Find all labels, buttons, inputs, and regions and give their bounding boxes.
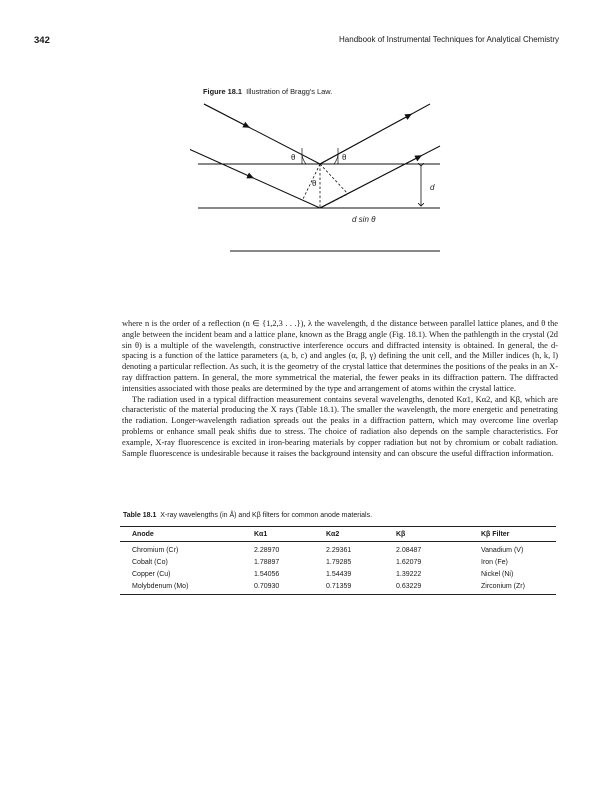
cell-ka2: 2.29361 <box>326 547 352 554</box>
cell-ka2: 1.54439 <box>326 571 352 578</box>
table-row <box>120 569 556 581</box>
cell-ka2: 0.71359 <box>326 581 396 595</box>
table-caption-text: X-ray wavelengths (in Å) and Kβ filters for common anode materials. <box>160 512 373 519</box>
cell-kb: 2.08487 <box>396 547 422 554</box>
cell-filter: Zirconium (Zr) <box>481 581 556 595</box>
cell-ka2: 1.79285 <box>326 559 352 566</box>
incident-beam-bottom <box>190 136 320 208</box>
paragraph-1: where n is the order of a reflection (n ∈ {1,2,3 . . .}), λ the wavelength, d the distance between parallel lattice planes, and θ the angle between the incident beam and a lattice plane, known as the Bragg angle (Fig. 18.1). When the pathlength in the crystal (2d sin θ) is a multiple of the wavelength, constructive interference occurs and diffracted intensity is obtained. In general, the d-spacing is a function of the lattice parameters (a, b, c) and angles (α, β, γ) defining the unit cell, and the Miller indices (h, k, l) denoting a particular reflection. As such, it is the geometry of the crystal lattice that determines the positions of the peaks in an X-ray diffraction pattern. In general, the more symmetrical the material, the fewer peaks in its diffraction pattern. The diffracted intensities associated with those peaks are determined by the type and arrangement of atoms within the crystal lattice. <box>122 319 558 393</box>
reflected-beam-top-arrow <box>320 114 412 164</box>
theta-label-left: θ <box>291 153 296 162</box>
theta-label-right: θ <box>342 153 347 162</box>
theta-label-mid: θ <box>312 179 317 188</box>
cell-anode: Chromium (Cr) <box>132 547 179 554</box>
header-kb: Kβ <box>396 527 481 542</box>
header-anode: Anode <box>120 527 254 542</box>
cell-kb: 0.63229 <box>396 581 481 595</box>
incident-beam-top-arrow <box>204 104 250 128</box>
bragg-law-figure <box>190 98 450 253</box>
cell-ka1: 0.70930 <box>254 581 326 595</box>
cell-kb: 1.62079 <box>396 559 422 566</box>
table-header-row <box>120 527 556 542</box>
cell-filter: Vanadium (V) <box>481 547 524 554</box>
cell-ka1: 1.54056 <box>254 571 280 578</box>
page-number: 342 <box>34 35 50 46</box>
paragraph-2: The radiation used in a typical diffraction measurement contains several wavelengths, denoted Kα1, Kα2, and Kβ, which are characteristic of the material producing the X rays (Table 18.1). The smaller the wavelength, the more energetic and penetrating the radiation. Longer-wavelength radiation spreads out the peaks in a diffraction pattern, which may overcome line overlap problems or enhance small peak shifts due to stress. The choice of radiation also depends on the sample characteristics. For example, X-ray fluorescence is excited in iron-bearing materials by copper radiation but not by chromium or cobalt radiation. Sample fluorescence is undesirable because it raises the background intensity and can obscure the useful diffraction information. <box>122 394 558 458</box>
cell-ka1: 2.28970 <box>254 547 280 554</box>
figure-caption <box>203 87 332 96</box>
path-diff-right <box>320 164 348 194</box>
cell-ka1: 1.78897 <box>254 559 280 566</box>
running-title: Handbook of Instrumental Techniques for Analytical Chemistry <box>339 35 559 44</box>
spacing-label: d <box>430 183 435 192</box>
xray-wavelength-table <box>120 526 556 595</box>
cell-anode: Copper (Cu) <box>132 571 171 578</box>
reflected-beam-bottom-arrow <box>320 155 422 208</box>
cell-anode: Molybdenum (Mo) <box>120 581 254 595</box>
table-row <box>120 542 556 557</box>
cell-anode: Cobalt (Co) <box>132 559 168 566</box>
header-ka2: Kα2 <box>326 527 396 542</box>
table-row <box>120 557 556 569</box>
figure-caption-label: Figure 18.1 <box>203 87 243 96</box>
path-label: d sin θ <box>352 215 376 224</box>
cell-kb: 1.39222 <box>396 571 422 578</box>
cell-filter: Nickel (Ni) <box>481 571 514 578</box>
header-ka1: Kα1 <box>254 527 326 542</box>
incident-beam-bottom-arrow <box>190 136 254 178</box>
body-text <box>122 319 558 459</box>
figure-caption-text: Illustration of Bragg's Law. <box>246 87 333 96</box>
table-caption-label: Table 18.1 <box>123 512 157 519</box>
header-kb-filter: Kβ Filter <box>481 527 556 542</box>
cell-filter: Iron (Fe) <box>481 559 508 566</box>
table-row <box>120 581 556 595</box>
table-caption <box>123 512 372 519</box>
